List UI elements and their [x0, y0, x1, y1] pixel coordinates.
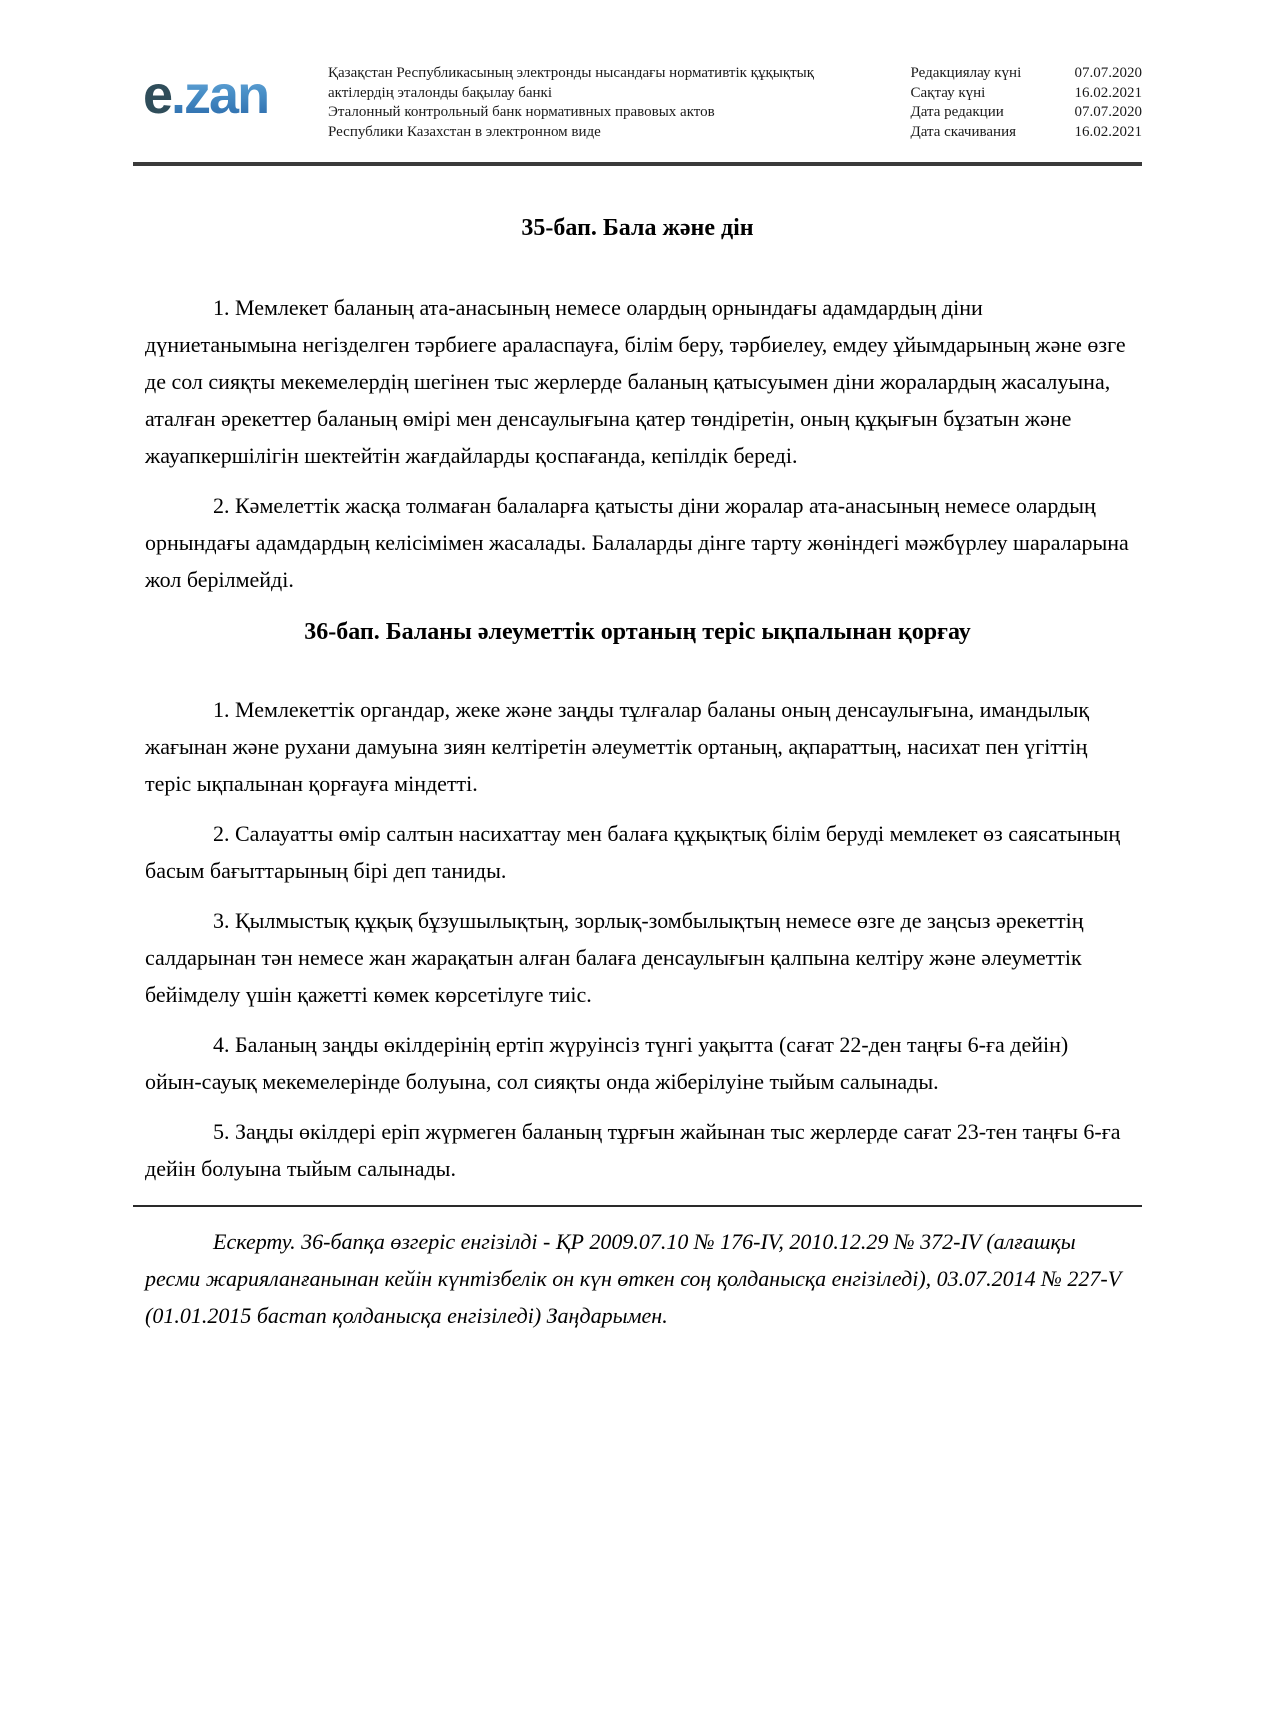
bank-description	[328, 64, 888, 142]
paragraph-36-1: 1. Мемлекеттік органдар, жеке және заңды тұлғалар баланы оның денсаулығына, имандылық жағынан және рухани дамуына зиян келтіретін әлеуметтік ортаның, ақпараттың, насихат пен үгіттің теріс ықпалынан қорғауға міндетті.	[145, 697, 1090, 796]
paragraph-35-2: 2. Кәмелеттік жасқа толмаған балаларға қатысты діни жоралар ата-анасының немесе олардың орнындағы адамдардың келісімімен жасалады. Балаларды дінге тарту жөніндегі мәжбүрлеу шараларына жол берілмейді.	[145, 493, 1129, 592]
logo-e-part: e	[143, 65, 172, 125]
date-value: 07.07.2020	[1074, 65, 1142, 81]
date-value: 16.02.2021	[1074, 123, 1142, 140]
amendment-note-text: Ескерту. 36-бапқа өзгеріс енгізілді - ҚР 2009.07.10 № 176-IV, 2010.12.29 № 372-IV (алғашқы ресми жарияланғанынан кейін күнтізбелік он күн өткен соң қолданысқа енгізіледі), 03.07.2014 № 227-V (01.01.2015 бастап қолданысқа енгізіледі) Заңдарымен.	[145, 1229, 1121, 1328]
bank-description-line: Эталонный контрольный банк нормативных правовых актов	[328, 104, 715, 120]
logo-zan-part: .zan	[171, 65, 269, 125]
paragraph-35-1: 1. Мемлекет баланың ата-анасының немесе олардың орнындағы адамдардың діни дүниетанымына негізделген тәрбиеге араласпауға, білім беру, тәрбиелеу, емдеу ұйымдарының және өзге де сол сияқты мекемелердің шегінен тыс жерлерде баланың қатысуымен діни жоралардың жасалуына, аталған әрекеттер баланың өмірі мен денсаулығына қатер төндіретін, оның құқығын бұзатын және жауапкершілігін шектейтін жағдайларды қоспағанда, кепілдік береді.	[145, 295, 1126, 468]
footer-divider	[133, 1205, 1142, 1207]
date-label: Редакциялау күні	[910, 65, 1022, 81]
ezan-logo	[143, 65, 328, 125]
bank-description-line: Республики Казахстан в электронном виде	[328, 123, 601, 140]
date-value: 16.02.2021	[1074, 84, 1142, 101]
page-header	[143, 62, 1142, 142]
header-divider	[133, 162, 1142, 166]
date-label: Сақтау күні	[910, 84, 986, 101]
paragraph-36-2: 2. Салауатты өмір салтын насихаттау мен балаға құқықтық білім беруді мемлекет өз саясатының басым бағыттарының бірі деп таниды.	[145, 821, 1121, 883]
paragraph-36-4: 4. Баланың заңды өкілдерінің ертіп жүруінсіз түнгі уақытта (сағат 22-ден таңғы 6-ға дейін) ойын-сауық мекемелерінде болуына, сол сияқты онда жіберілуіне тыйым салынады.	[145, 1032, 1069, 1094]
dates-table	[911, 64, 1143, 142]
date-label: Дата редакции	[910, 104, 1004, 120]
date-value: 07.07.2020	[1074, 104, 1142, 120]
document-body	[145, 210, 1130, 1187]
document-page	[0, 62, 1275, 1712]
section-title-35: 35-бап. Бала және дін	[521, 215, 754, 241]
paragraph-36-5: 5. Заңды өкілдері еріп жүрмеген баланың тұрғын жайынан тыс жерлерде сағат 23-тен таңғы 6-ға дейін болуына тыйым салынады.	[145, 1119, 1121, 1181]
paragraph-36-3: 3. Қылмыстық құқық бұзушылықтың, зорлық-зомбылықтың немесе өзге де заңсыз әрекеттің салдарынан тән немесе жан жарақатын алған балаға денсаулығын қалпына келтіру және әлеуметтік бейімделу үшін қажетті көмек көрсетілуге тиіс.	[145, 908, 1084, 1007]
section-title-36: 36-бап. Баланы әлеуметтік ортаның теріс ықпалынан қорғау	[304, 619, 971, 645]
bank-description-line: Қазақстан Республикасының электронды нысандағы нормативтік құқықтық	[328, 65, 815, 81]
amendment-note	[145, 1223, 1130, 1334]
date-label: Дата скачивания	[910, 123, 1016, 140]
bank-description-line: актілердің эталонды бақылау банкі	[328, 84, 552, 101]
